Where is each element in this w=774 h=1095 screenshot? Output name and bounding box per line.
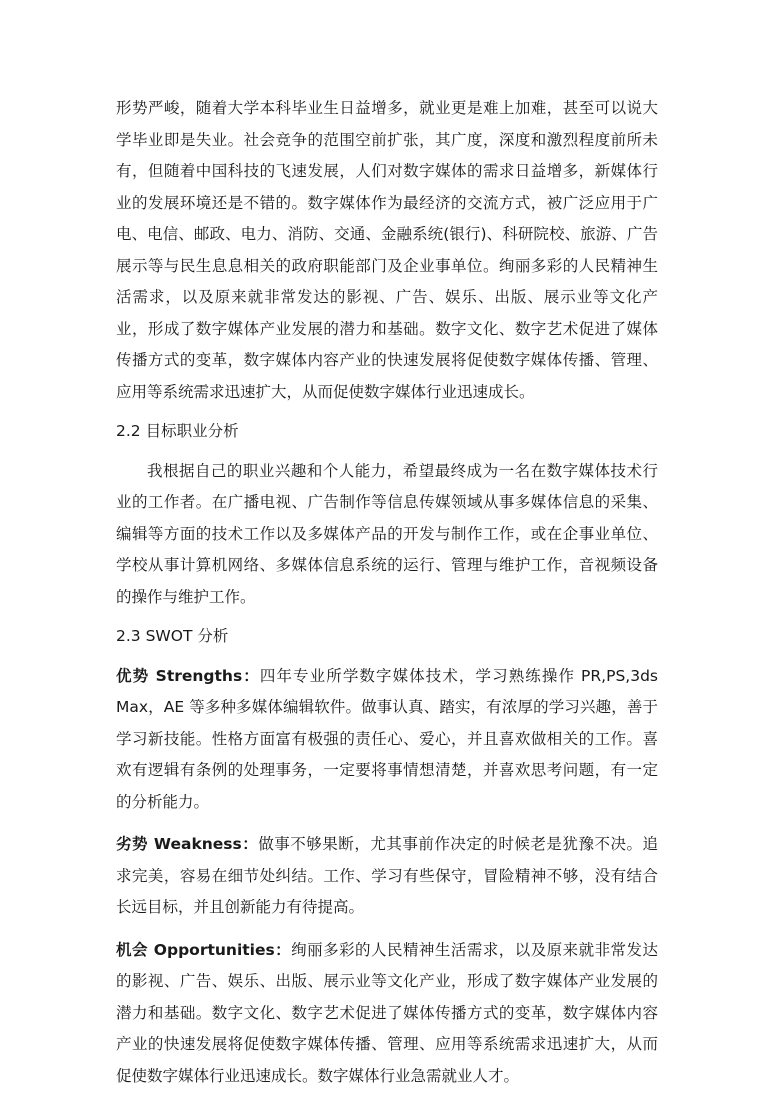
document-body bbox=[116, 93, 658, 1092]
intro-paragraph: 形势严峻，随着大学本科毕业生日益增多，就业更是难上加难，甚至可以说大学毕业即是失业。社会竞争的范围空前扩张，其广度，深度和激烈程度前所未有，但随着中国科技的飞速发展，人们对数字媒体的需求日益增多，新媒体行业的发展环境还是不错的。数字媒体作为最经济的交流方式，被广泛应用于广电、电信、邮政、电力、消防、交通、金融系统(银行)、科研院校、旅游、广告展示等与民生息息相关的政府职能部门及企业事单位。绚丽多彩的人民精神生活需求，以及原来就非常发达的影视、广告、娱乐、出版、展示业等文化产业，形成了数字媒体产业发展的潜力和基础。数字文化、数字艺术促进了媒体传播方式的变革，数字媒体内容产业的快速发展将促使数字媒体传播、管理、应用等系统需求迅速扩大，从而促使数字媒体行业迅速成长。 bbox=[116, 99, 658, 401]
swot-strengths-label: 优势 Strengths： bbox=[116, 666, 260, 685]
swot-strengths-paragraph bbox=[116, 661, 658, 819]
section-heading-swot: 2.3 SWOT 分析 bbox=[116, 627, 229, 645]
swot-weakness-label: 劣势 Weakness： bbox=[116, 835, 259, 853]
swot-weakness-text: 做事不够果断，尤其事前作决定的时候老是犹豫不决。追求完美，容易在细节处纠结。工作、学习有些保守，冒险精神不够，没有结合长远目标，并且创新能力有待提高。 bbox=[116, 835, 658, 916]
swot-strengths-text: 四年专业所学数字媒体技术，学习熟练操作 PR,PS,3ds Max，AE 等多种多媒体编辑软件。做事认真、踏实，有浓厚的学习兴趣，善于学习新技能。性格方面富有极强的责任心、爱心，并且喜欢做相关的工作。喜欢有逻辑有条例的处理事务，一定要将事情想清楚，并喜欢思考问题，有一定的分析能力。 bbox=[116, 666, 658, 811]
swot-opportunities-paragraph bbox=[116, 935, 658, 1093]
section-heading-target-career: 2.2 目标职业分析 bbox=[116, 422, 239, 440]
swot-weakness-paragraph bbox=[116, 829, 658, 924]
target-career-paragraph: 我根据自己的职业兴趣和个人能力，希望最终成为一名在数字媒体技术行业的工作者。在广播电视、广告制作等信息传媒领域从事多媒体信息的采集、编辑等方面的技术工作以及多媒体产品的开发与制作工作，或在企事业单位、学校从事计算机网络、多媒体信息系统的运行、管理与维护工作，音视频设备的操作与维护工作。 bbox=[116, 461, 658, 606]
swot-opportunities-label: 机会 Opportunities： bbox=[116, 940, 292, 959]
swot-opportunities-text: 绚丽多彩的人民精神生活需求，以及原来就非常发达的影视、广告、娱乐、出版、展示业等文化产业，形成了数字媒体产业发展的潜力和基础。数字文化、数字艺术促进了媒体传播方式的变革，数字媒体内容产业的快速发展将促使数字媒体传播、管理、应用等系统需求迅速扩大，从而促使数字媒体行业迅速成长。数字媒体行业急需就业人才。 bbox=[116, 940, 658, 1085]
